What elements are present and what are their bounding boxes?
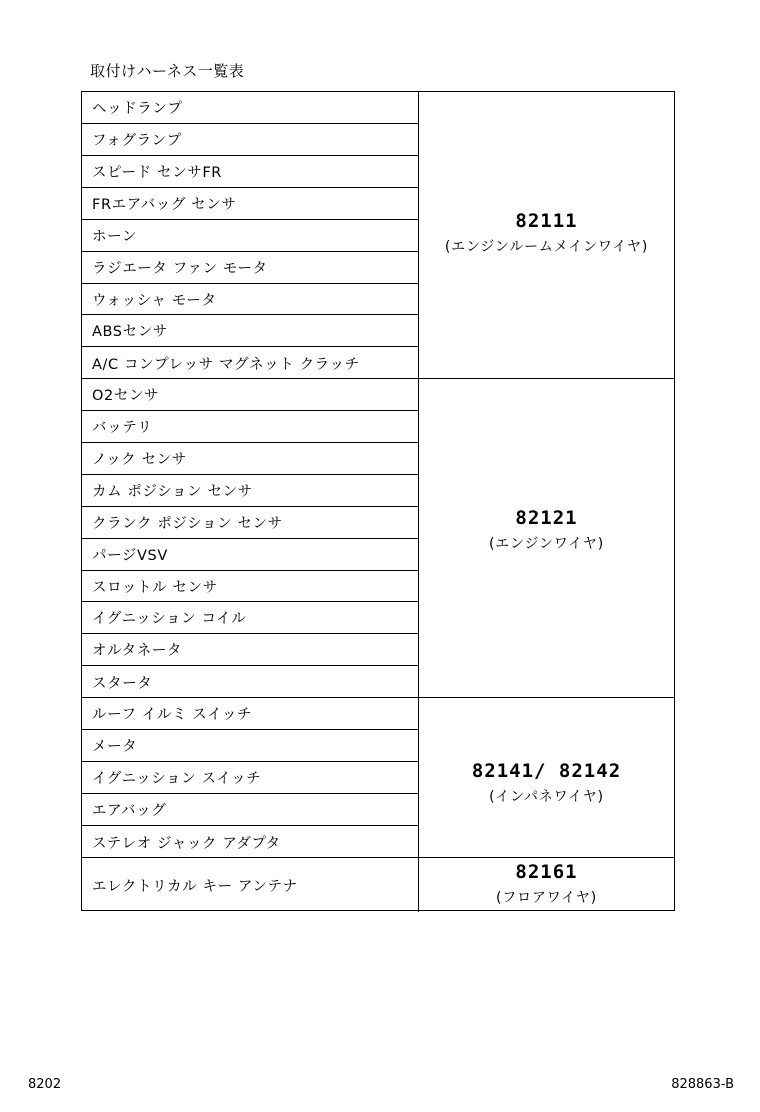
component-row: フォグランプ bbox=[82, 124, 418, 156]
component-row: O2センサ bbox=[82, 379, 418, 411]
harness-code: 82111 bbox=[515, 210, 578, 232]
component-row: スロットル センサ bbox=[82, 571, 418, 602]
component-row: エアバッグ bbox=[82, 794, 418, 826]
harness-code-cell bbox=[419, 858, 674, 912]
harness-group-82141 bbox=[82, 698, 674, 858]
component-row: クランク ポジション センサ bbox=[82, 507, 418, 539]
harness-group-82111 bbox=[82, 92, 674, 379]
component-row: ノック センサ bbox=[82, 443, 418, 475]
component-list bbox=[82, 92, 419, 378]
component-list bbox=[82, 379, 419, 697]
component-row: ステレオ ジャック アダプタ bbox=[92, 835, 281, 852]
harness-name: (インパネワイヤ) bbox=[489, 789, 604, 805]
harness-name: (フロアワイヤ) bbox=[496, 890, 597, 906]
component-row: A/C コンプレッサ マグネット クラッチ bbox=[92, 356, 360, 373]
harness-code-cell bbox=[419, 92, 674, 378]
component-row: イグニッション スイッチ bbox=[82, 762, 418, 794]
component-row: メータ bbox=[82, 730, 418, 762]
harness-code: 82161 bbox=[515, 861, 578, 883]
component-row: カム ポジション センサ bbox=[82, 475, 418, 507]
component-row: スタータ bbox=[92, 675, 153, 692]
component-row: ヘッドランプ bbox=[82, 92, 418, 124]
component-row: ルーフ イルミ スイッチ bbox=[82, 698, 418, 730]
harness-table bbox=[81, 91, 675, 911]
component-row: スピード センサFR bbox=[82, 156, 418, 188]
harness-code: 82141/ 82142 bbox=[471, 760, 622, 782]
component-list bbox=[82, 698, 419, 857]
harness-group-82161 bbox=[82, 858, 674, 912]
component-row: エレクトリカル キー アンテナ bbox=[92, 878, 298, 895]
harness-code: 82121 bbox=[515, 507, 578, 529]
component-row: FRエアバッグ センサ bbox=[82, 188, 418, 220]
harness-code-cell bbox=[419, 379, 674, 697]
component-row: パージVSV bbox=[82, 539, 418, 571]
component-row: ABSセンサ bbox=[82, 315, 418, 347]
component-row: ラジエータ ファン モータ bbox=[82, 252, 418, 284]
component-row: オルタネータ bbox=[82, 634, 418, 666]
harness-name: (エンジンワイヤ) bbox=[488, 536, 604, 552]
component-list bbox=[82, 858, 419, 912]
component-row: ホーン bbox=[82, 220, 418, 252]
component-row: バッテリ bbox=[82, 411, 418, 443]
harness-code-cell bbox=[419, 698, 674, 857]
figure-code: 828863-B bbox=[671, 1077, 734, 1092]
page-title: 取付けハーネス一覧表 bbox=[90, 62, 245, 80]
harness-group-82121 bbox=[82, 379, 674, 698]
page-number: 8202 bbox=[28, 1077, 62, 1092]
component-row: ウォッシャ モータ bbox=[82, 284, 418, 315]
harness-name: (エンジンルームメインワイヤ) bbox=[444, 239, 649, 255]
component-row: イグニッション コイル bbox=[82, 602, 418, 634]
